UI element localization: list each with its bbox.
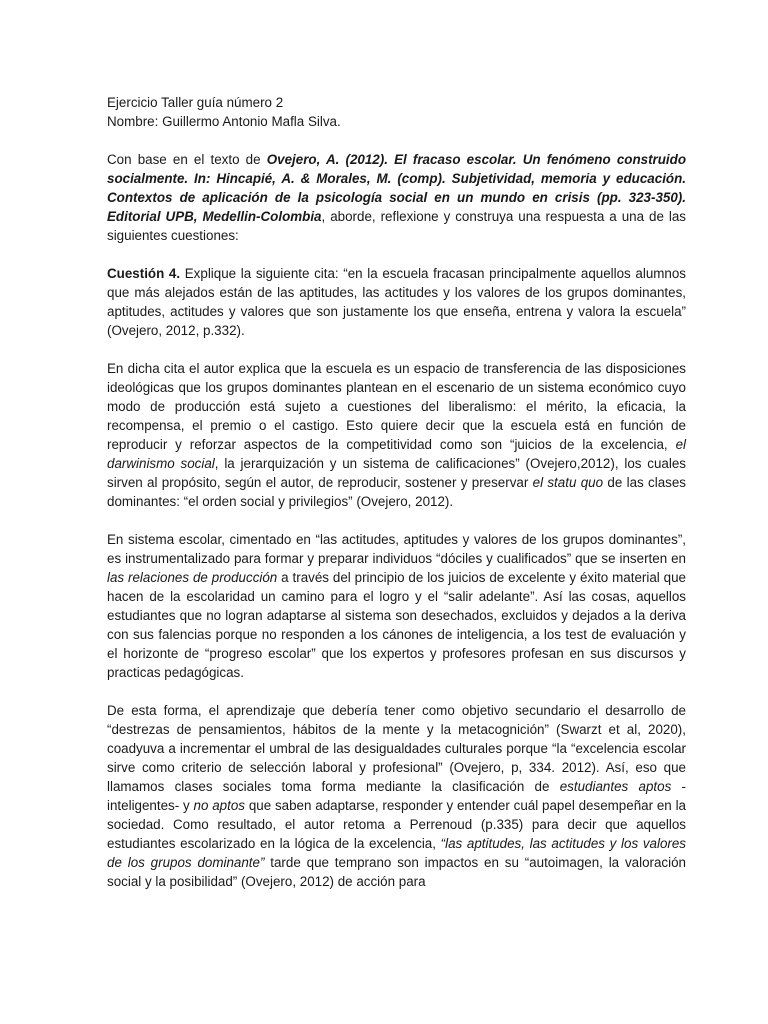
para2-italic-a: las relaciones de producción xyxy=(107,570,278,585)
intro-text-end: , aborde, reflexione y construya una respuesta a una de las siguientes cuestiones: xyxy=(107,209,686,243)
para3-text-c: que saben adaptarse, responder y entender cuál papel desempeñar en la sociedad. Como resultado, el autor retoma a Perrenoud (p.335) para decir que aquellos estudiantes escolarizado en la lógica de la excelencia, xyxy=(107,798,686,851)
body-paragraph-1 xyxy=(107,359,686,511)
para1-text-a: En dicha cita el autor explica que la escuela es un espacio de transferencia de las disposiciones ideológicas que los grupos dominantes plantean en el escenario de un sistema económico cuyo modo de producción está sujeto a cuestiones del liberalismo: el mérito, la eficacia, la recompensa, el premio o el castigo. Esto quiere decir que la escuela está en función de reproducir y reforzar aspectos de la competitividad como son “juicios de la excelencia, xyxy=(107,361,686,452)
para1-text-b: , la jerarquización y un sistema de calificaciones” (Ovejero,2012), los cuales sirven al propósito, según el autor, de reproducir, sostener y preservar xyxy=(107,456,686,490)
para3-text-b: -inteligentes- y xyxy=(107,779,687,813)
intro-paragraph xyxy=(107,150,686,245)
para3-text-a: De esta forma, el aprendizaje que debería tener como objetivo secundario el desarrollo de “destrezas de pensamientos, hábitos de la mente y la metacognición” (Swarzt et al, 2020), coadyuva a incrementar el umbral de las desigualdades culturales porque “la “excelencia escolar sirve como criterio de selección laboral y profesional” (Ovejero, p, 334. 2012). Así, eso que llamamos clases sociales toma forma mediante la clasificación de xyxy=(107,703,686,794)
question-paragraph xyxy=(107,264,686,340)
para1-text-c: de las clases dominantes: “el orden social y privilegios” (Ovejero, 2012). xyxy=(107,475,686,509)
para2-text-a: En sistema escolar, cimentado en “las actitudes, aptitudes y valores de los grupos dominantes”, es instrumentalizado para formar y preparar individuos “dóciles y cualificados” que se inserten en xyxy=(107,532,686,566)
exercise-title: Ejercicio Taller guía número 2 xyxy=(107,95,284,110)
question-label: Cuestión 4. xyxy=(107,266,181,281)
para1-italic-a: el darwinismo social xyxy=(107,437,686,471)
para3-italic-c: “las aptitudes, las actitudes y los valores de los grupos dominante” xyxy=(107,836,686,870)
para3-italic-a: estudiantes aptos xyxy=(559,779,672,794)
author-name: Nombre: Guillermo Antonio Mafla Silva. xyxy=(107,114,341,129)
para2-text-b: a través del principio de los juicios de excelente y éxito material que hacen de la escolaridad un camino para el logro y el “salir adelante”. Así las cosas, aquellos estudiantes que no logran adaptarse al sistema son desechados, excluidos y dejados a la deriva con sus falencias porque no responden a los cánones de inteligencia, a los test de evaluación y el horizonte de “progreso escolar” que los expertos y profesores profesan en sus discursos y practicas pedagógicas. xyxy=(107,570,687,680)
para1-italic-b: el statu quo xyxy=(532,475,604,490)
source-reference: Ovejero, A. (2012). El fracaso escolar. Un fenómeno construido socialmente. In: Hincapié, A. & Morales, M. (comp). Subjetividad, memoria y educación. Contextos de aplicación de la psicología social en un mundo en crisis (pp. 323-350). Editorial UPB, Medellin-Colombia xyxy=(107,152,686,224)
para3-text-d: tarde que temprano son impactos en su “autoimagen, la valoración social y la posibilidad” (Ovejero, 2012) de acción para xyxy=(107,855,686,889)
body-paragraph-2 xyxy=(107,530,686,682)
body-paragraph-3 xyxy=(107,701,686,891)
intro-text: Con base en el texto de xyxy=(107,152,267,167)
question-text: Explique la siguiente cita: “en la escuela fracasan principalmente aquellos alumnos que más alejados están de las aptitudes, las actitudes y los valores de los grupos dominantes, aptitudes, actitudes y valores que son justamente los que enseña, entrena y valora la escuela” (Ovejero, 2012, p.332). xyxy=(107,266,687,338)
para3-italic-b: no aptos xyxy=(193,798,245,813)
